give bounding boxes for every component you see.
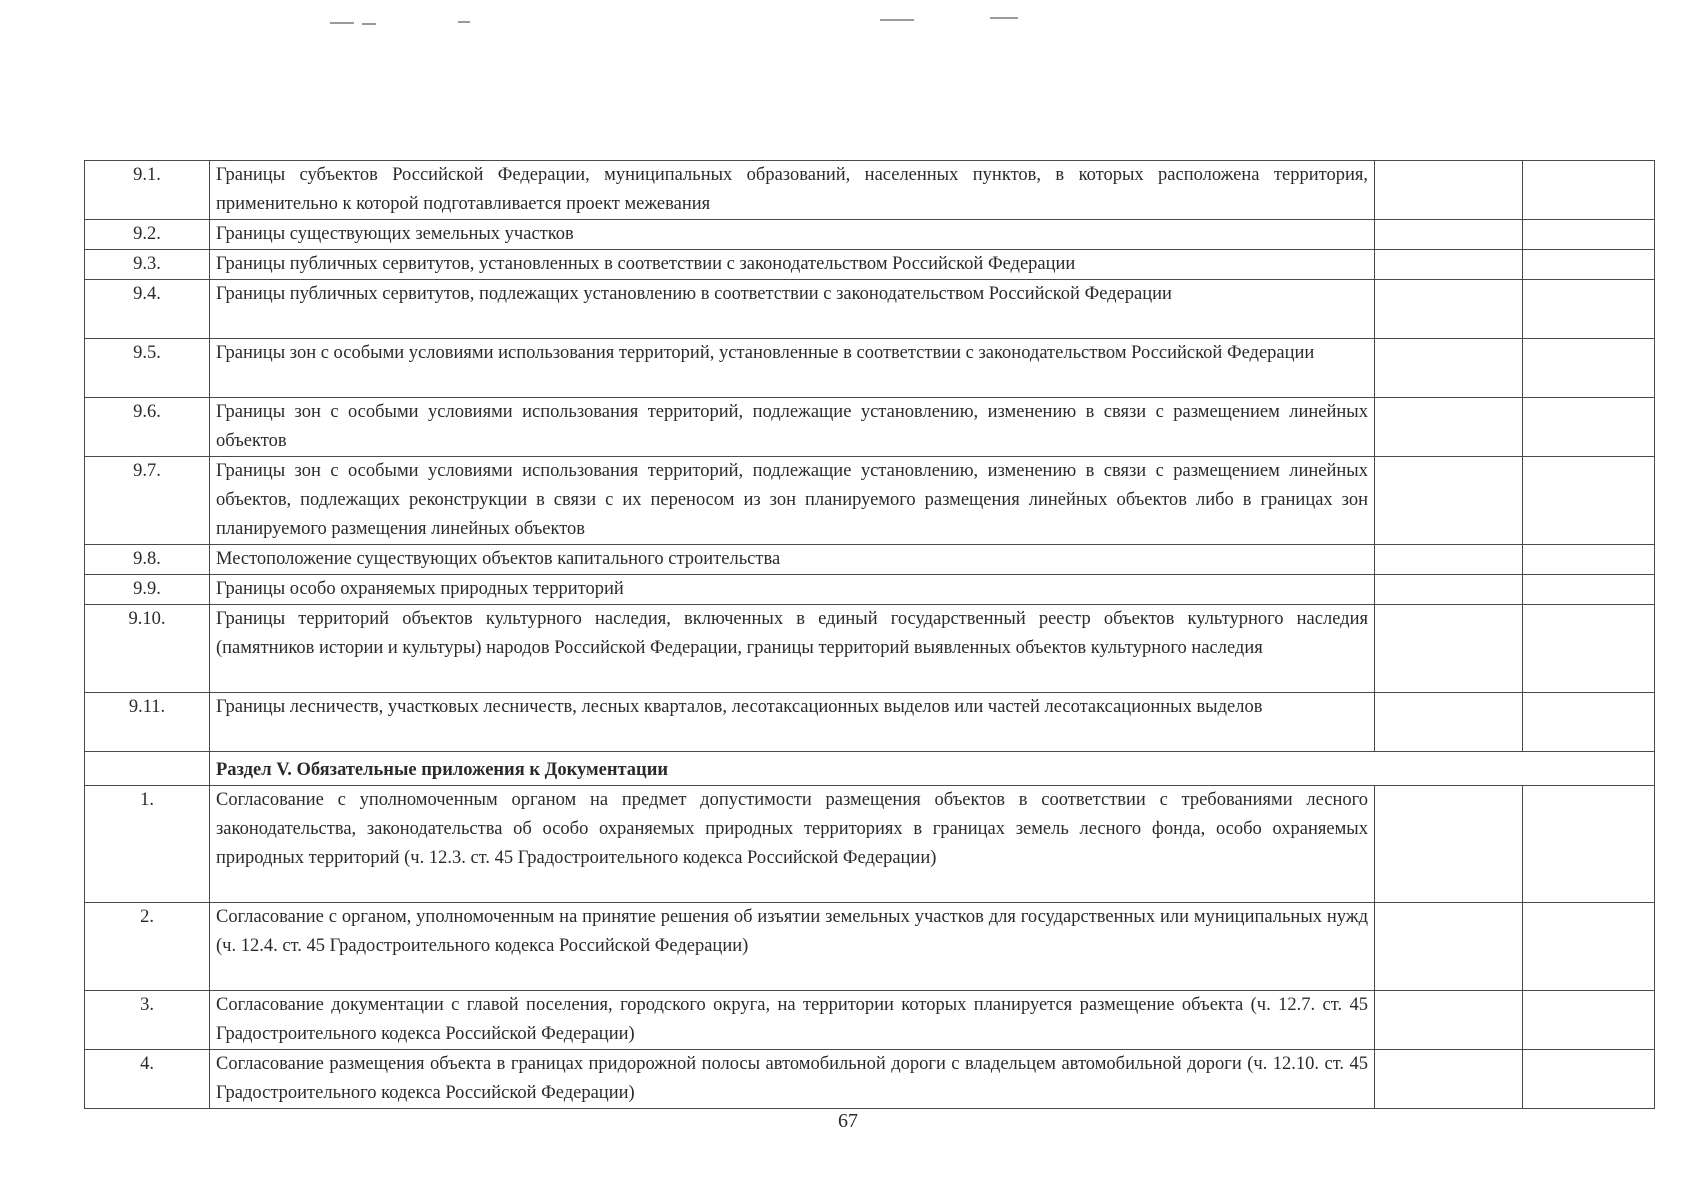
row-number: 9.6. xyxy=(85,398,210,457)
table-row xyxy=(85,575,1655,605)
table-row xyxy=(85,339,1655,398)
row-number: 9.8. xyxy=(85,545,210,575)
row-number: 1. xyxy=(85,786,210,903)
check-column-1-cell xyxy=(1375,339,1523,398)
row-description: Границы особо охраняемых природных территорий xyxy=(210,575,1375,605)
check-column-2-cell xyxy=(1523,220,1655,250)
check-column-2-cell xyxy=(1523,250,1655,280)
check-column-2-cell xyxy=(1523,398,1655,457)
check-column-2-cell xyxy=(1523,161,1655,220)
check-column-2-cell xyxy=(1523,575,1655,605)
check-column-2-cell xyxy=(1523,457,1655,545)
check-column-1-cell xyxy=(1375,605,1523,693)
table-row xyxy=(85,220,1655,250)
row-number: 4. xyxy=(85,1050,210,1109)
row-description: Согласование с органом, уполномоченным на принятие решения об изъятии земельных участков для государственных или муниципальных нужд (ч. 12.4. ст. 45 Градостроительного кодекса Российской Федерации) xyxy=(210,903,1375,991)
check-column-2-cell xyxy=(1523,786,1655,903)
check-column-1-cell xyxy=(1375,903,1523,991)
check-column-1-cell xyxy=(1375,786,1523,903)
table-row xyxy=(85,991,1655,1050)
table-body xyxy=(85,161,1655,1109)
check-column-1-cell xyxy=(1375,991,1523,1050)
table-row xyxy=(85,398,1655,457)
row-number: 9.9. xyxy=(85,575,210,605)
row-description: Согласование с уполномоченным органом на предмет допустимости размещения объектов в соответствии с требованиями лесного законодательства, законодательства об особо охраняемых природных территориях в границах земель лесного фонда, особо охраняемых природных территорий (ч. 12.3. ст. 45 Градостроительного кодекса Российской Федерации) xyxy=(210,786,1375,903)
row-description: Согласование размещения объекта в границах придорожной полосы автомобильной дороги с владельцем автомобильной дороги (ч. 12.10. ст. 45 Градостроительного кодекса Российской Федерации) xyxy=(210,1050,1375,1109)
check-column-1-cell xyxy=(1375,280,1523,339)
row-number: 9.1. xyxy=(85,161,210,220)
check-column-1-cell xyxy=(1375,220,1523,250)
row-number: 9.11. xyxy=(85,693,210,752)
table-row xyxy=(85,1050,1655,1109)
row-description: Границы зон с особыми условиями использования территорий, установленные в соответствии с законодательством Российской Федерации xyxy=(210,339,1375,398)
check-column-1-cell xyxy=(1375,398,1523,457)
row-number: 9.7. xyxy=(85,457,210,545)
row-number xyxy=(85,752,210,786)
table-row xyxy=(85,161,1655,220)
row-description: Согласование документации с главой поселения, городского округа, на территории которых планируется размещение объекта (ч. 12.7. ст. 45 Градостроительного кодекса Российской Федерации) xyxy=(210,991,1375,1050)
row-number: 9.3. xyxy=(85,250,210,280)
table-row xyxy=(85,605,1655,693)
table-row xyxy=(85,457,1655,545)
row-number: 9.2. xyxy=(85,220,210,250)
check-column-2-cell xyxy=(1523,605,1655,693)
table-row xyxy=(85,903,1655,991)
check-column-1-cell xyxy=(1375,161,1523,220)
check-column-1-cell xyxy=(1375,1050,1523,1109)
table-row xyxy=(85,545,1655,575)
row-description: Границы публичных сервитутов, установленных в соответствии с законодательством Российской Федерации xyxy=(210,250,1375,280)
check-column-1-cell xyxy=(1375,545,1523,575)
table-row xyxy=(85,280,1655,339)
row-description: Границы существующих земельных участков xyxy=(210,220,1375,250)
check-column-2-cell xyxy=(1523,903,1655,991)
row-number: 9.10. xyxy=(85,605,210,693)
section-header-row xyxy=(85,752,1655,786)
scan-artifacts xyxy=(0,14,1696,28)
page-number: 67 xyxy=(838,1110,858,1132)
table-row xyxy=(85,693,1655,752)
check-column-2-cell xyxy=(1523,280,1655,339)
check-column-2-cell xyxy=(1523,1050,1655,1109)
row-number: 3. xyxy=(85,991,210,1050)
check-column-2-cell xyxy=(1523,693,1655,752)
row-description: Границы публичных сервитутов, подлежащих установлению в соответствии с законодательством Российской Федерации xyxy=(210,280,1375,339)
row-description: Границы территорий объектов культурного наследия, включенных в единый государственный реестр объектов культурного наследия (памятников истории и культуры) народов Российской Федерации, границы территорий выявленных объектов культурного наследия xyxy=(210,605,1375,693)
row-description: Местоположение существующих объектов капитального строительства xyxy=(210,545,1375,575)
table-row xyxy=(85,786,1655,903)
check-column-1-cell xyxy=(1375,693,1523,752)
check-column-1-cell xyxy=(1375,457,1523,545)
check-column-2-cell xyxy=(1523,339,1655,398)
check-column-2-cell xyxy=(1523,991,1655,1050)
row-description: Границы зон с особыми условиями использования территорий, подлежащие установлению, изменению в связи с размещением линейных объектов xyxy=(210,398,1375,457)
row-number: 2. xyxy=(85,903,210,991)
row-description: Границы субъектов Российской Федерации, муниципальных образований, населенных пунктов, в которых расположена территория, применительно к которой подготавливается проект межевания xyxy=(210,161,1375,220)
row-description: Границы лесничеств, участковых лесничеств, лесных кварталов, лесотаксационных выделов или частей лесотаксационных выделов xyxy=(210,693,1375,752)
row-number: 9.4. xyxy=(85,280,210,339)
table-row xyxy=(85,250,1655,280)
check-column-2-cell xyxy=(1523,545,1655,575)
row-description: Границы зон с особыми условиями использования территорий, подлежащие установлению, изменению в связи с размещением линейных объектов, подлежащих реконструкции в связи с их переносом из зон планируемого размещения линейных объектов либо в границах зон планируемого размещения линейных объектов xyxy=(210,457,1375,545)
check-column-1-cell xyxy=(1375,575,1523,605)
check-column-1-cell xyxy=(1375,250,1523,280)
row-number: 9.5. xyxy=(85,339,210,398)
requirements-table xyxy=(84,160,1655,1109)
section-title: Раздел V. Обязательные приложения к Документации xyxy=(210,752,1655,786)
